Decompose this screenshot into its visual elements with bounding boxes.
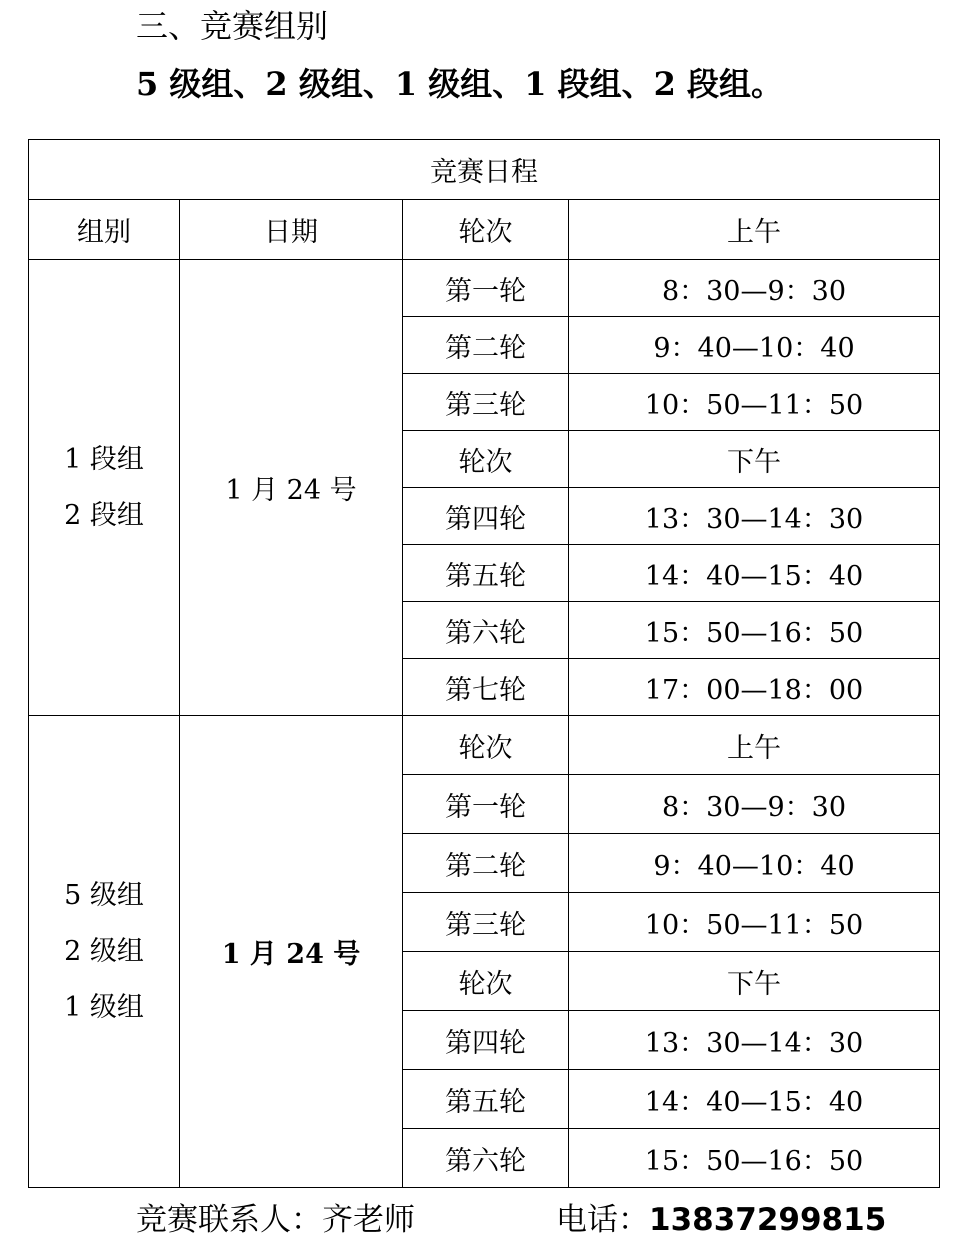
round-cell: 第五轮 [403,1070,569,1129]
header-date: 日期 [180,200,403,260]
round-cell: 第三轮 [403,893,569,952]
section1-groups [29,260,180,716]
time-cell: 13：30—14：30 [569,488,940,545]
time-cell: 15：50—16：50 [569,602,940,659]
time-cell: 下午 [569,431,940,488]
round-cell: 轮次 [403,952,569,1011]
time-cell: 17：00—18：00 [569,659,940,716]
schedule-table [28,139,940,1188]
table-caption-row [29,140,940,200]
time-cell: 上午 [569,716,940,775]
round-cell: 轮次 [403,716,569,775]
table-caption: 竞赛日程 [29,140,940,200]
time-cell: 8：30—9：30 [569,775,940,834]
time-cell: 14：40—15：40 [569,545,940,602]
round-cell: 第六轮 [403,1129,569,1188]
round-cell: 第六轮 [403,602,569,659]
time-cell: 10：50—11：50 [569,374,940,431]
table-header-row [29,200,940,260]
table-row [29,716,940,775]
contact-phone [556,1198,886,1242]
contact-person: 竞赛联系人：齐老师 [136,1202,415,1238]
time-cell: 下午 [569,952,940,1011]
round-cell: 第二轮 [403,317,569,374]
round-cell: 轮次 [403,431,569,488]
phone-label: 电话： [556,1202,649,1238]
round-cell: 第二轮 [403,834,569,893]
section1-group-0: 1 段组 [64,443,144,475]
section2-groups [29,716,180,1188]
time-cell: 13：30—14：30 [569,1011,940,1070]
section1-group-1: 2 段组 [64,499,144,531]
time-cell: 8：30—9：30 [569,260,940,317]
round-cell: 第三轮 [403,374,569,431]
phone-number: 13837299815 [649,1202,887,1238]
time-cell: 9：40—10：40 [569,834,940,893]
round-cell: 第五轮 [403,545,569,602]
section-title: 三、竞赛组别 [136,7,329,45]
round-cell: 第七轮 [403,659,569,716]
time-cell: 14：40—15：40 [569,1070,940,1129]
round-cell: 第四轮 [403,488,569,545]
section2-date: 1 月 24 号 [180,716,403,1188]
header-time: 上午 [569,200,940,260]
round-cell: 第一轮 [403,260,569,317]
round-cell: 第一轮 [403,775,569,834]
header-group: 组别 [29,200,180,260]
table-row [29,260,940,317]
groups-line: 5 级组、2 级组、1 级组、1 段组、2 段组。 [136,65,784,103]
time-cell: 9：40—10：40 [569,317,940,374]
section2-group-1: 2 级组 [64,935,144,967]
round-cell: 第四轮 [403,1011,569,1070]
time-cell: 15：50—16：50 [569,1129,940,1188]
header-round: 轮次 [403,200,569,260]
section2-group-2: 1 级组 [64,991,144,1023]
section2-group-0: 5 级组 [64,879,144,911]
time-cell: 10：50—11：50 [569,893,940,952]
section1-date: 1 月 24 号 [180,260,403,716]
